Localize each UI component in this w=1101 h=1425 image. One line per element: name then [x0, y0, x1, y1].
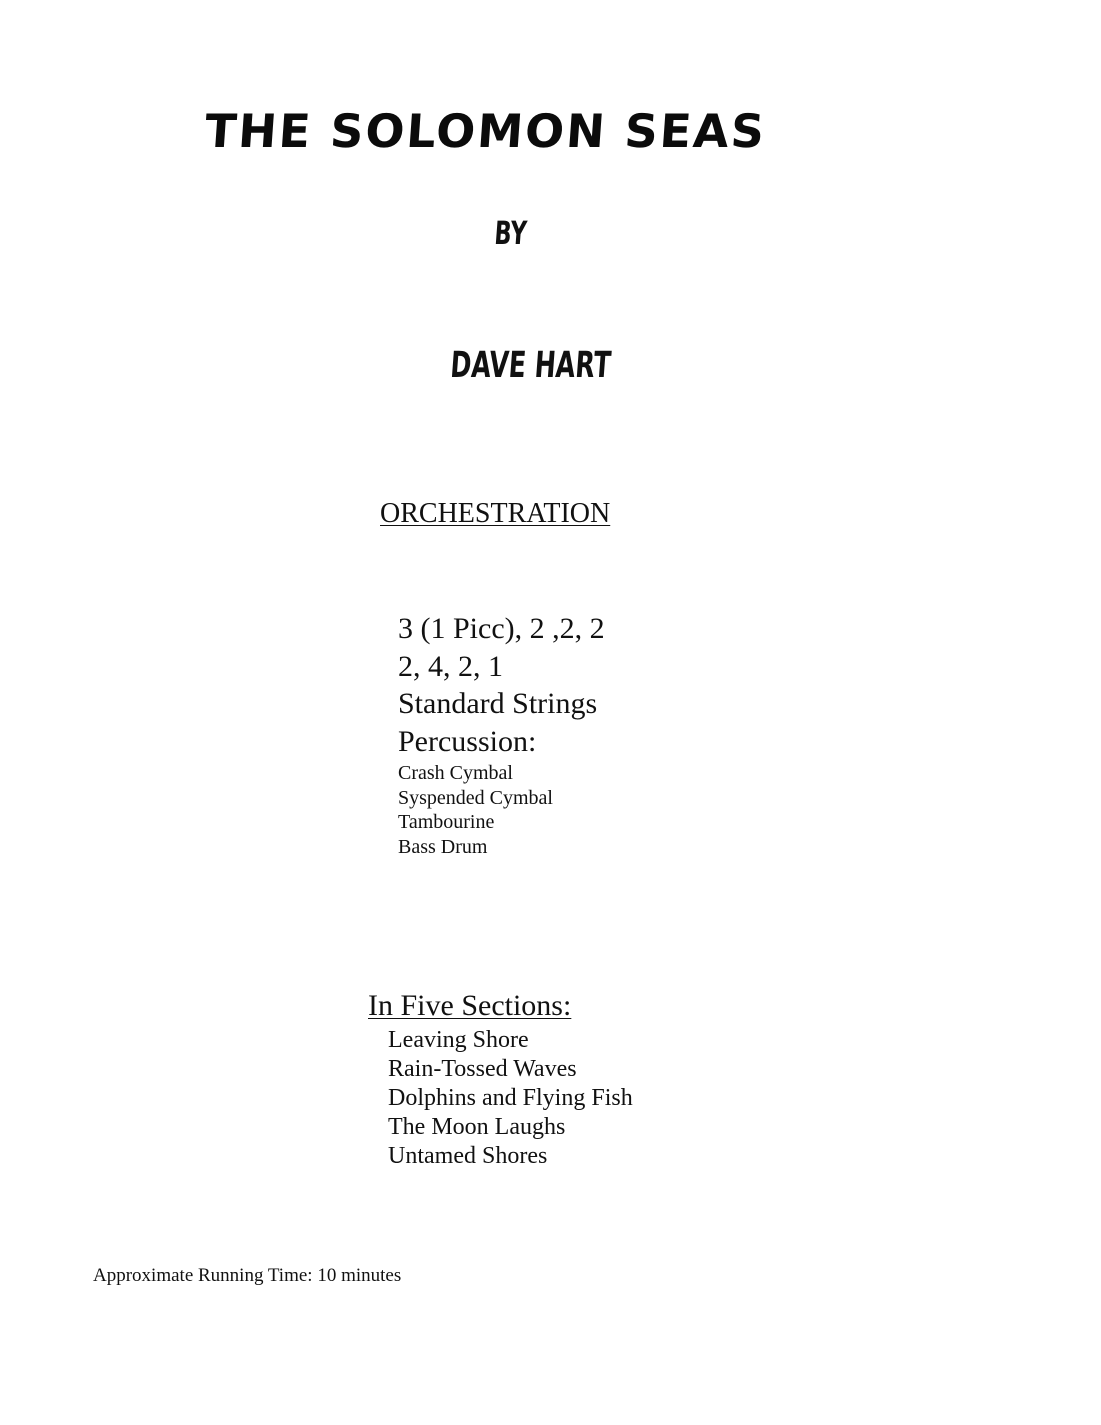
- strings-line: Standard Strings: [398, 687, 598, 720]
- percussion-item: Bass Drum: [398, 835, 488, 858]
- orchestration-heading: ORCHESTRATION: [380, 498, 611, 529]
- byline: BY: [493, 214, 529, 252]
- section-item: The Moon Laughs: [388, 1114, 566, 1140]
- percussion-item: Syspended Cymbal: [398, 786, 553, 809]
- composer-name: DAVE HART: [448, 345, 613, 386]
- piece-title: THE SOLOMON SEAS: [203, 104, 768, 158]
- running-time: Approximate Running Time: 10 minutes: [93, 1265, 402, 1286]
- percussion-list: [398, 761, 605, 859]
- section-item: Dolphins and Flying Fish: [388, 1085, 633, 1111]
- section-item: Leaving Shore: [388, 1027, 529, 1053]
- section-item: Untamed Shores: [388, 1143, 548, 1169]
- sections-heading: In Five Sections:: [368, 989, 572, 1022]
- sections-list: [388, 1026, 633, 1171]
- woodwinds-line: 3 (1 Picc), 2 ,2, 2: [398, 612, 605, 645]
- percussion-item: Crash Cymbal: [398, 762, 513, 784]
- percussion-item: Tambourine: [398, 811, 495, 833]
- brass-line: 2, 4, 2, 1: [398, 649, 503, 683]
- orchestration-list: [398, 610, 605, 859]
- percussion-heading: Percussion:: [398, 724, 537, 758]
- section-item: Rain-Tossed Waves: [388, 1056, 577, 1082]
